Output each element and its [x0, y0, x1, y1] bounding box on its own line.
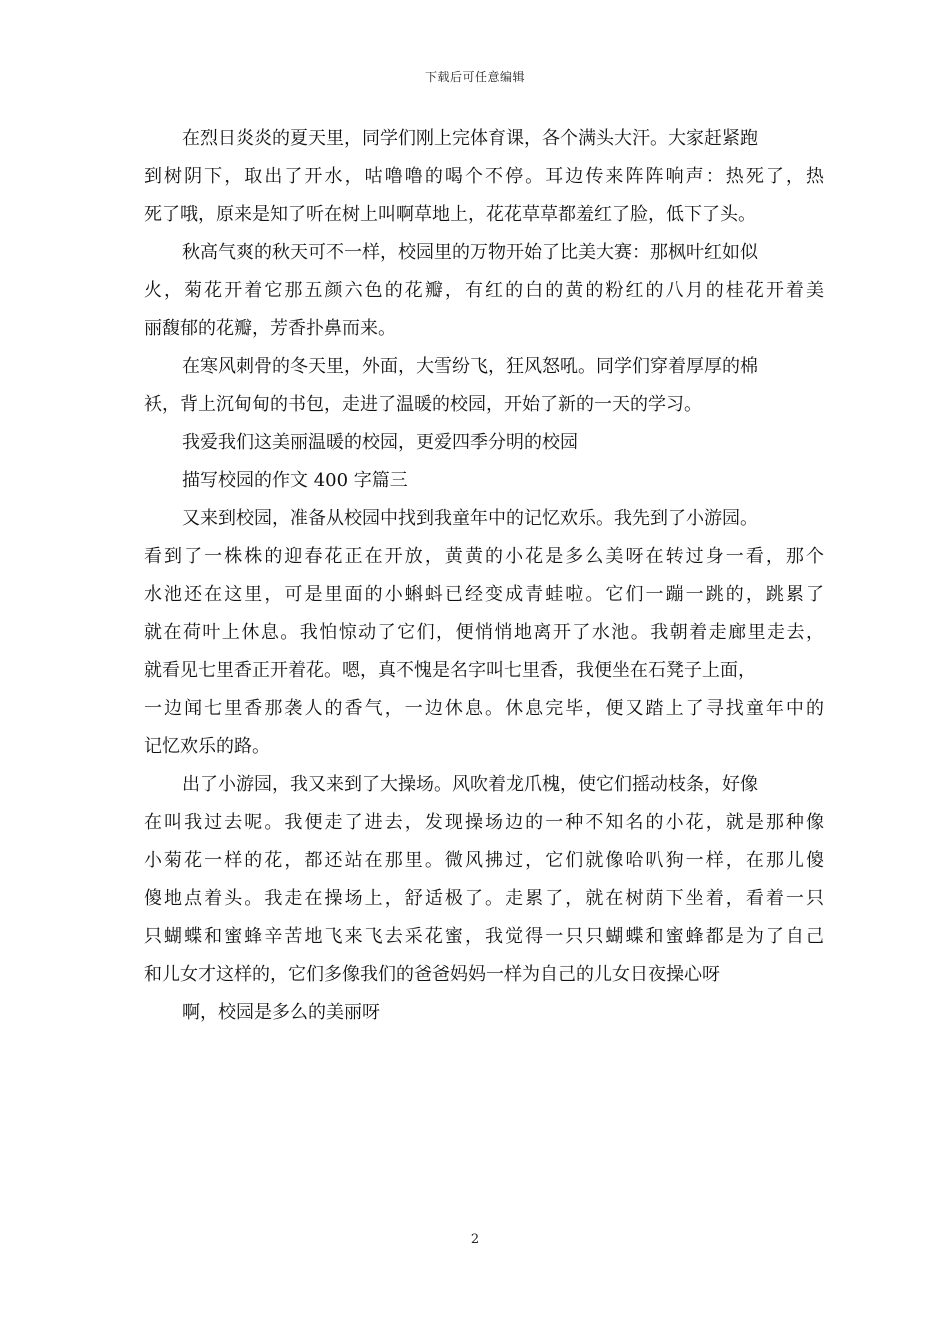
paragraph-winter-line-1: 在寒风刺骨的冬天里，外面，大雪纷飞，狂风怒吼。同学们穿着厚厚的棉 — [182, 356, 758, 377]
paragraph-garden-line-7: 记忆欢乐的路。 — [144, 736, 270, 757]
paragraph-garden-line-4: 就在荷叶上休息。我怕惊动了它们，便悄悄地离开了水池。我朝着走廊里走去， — [144, 622, 824, 643]
paragraph-love-campus: 我爱我们这美丽温暖的校园，更爱四季分明的校园 — [182, 432, 578, 453]
paragraph-garden-line-6: 一边闻七里香那袭人的香气，一边休息。休息完毕，便又踏上了寻找童年中的 — [144, 698, 824, 719]
paragraph-autumn-line-3: 丽馥郁的花瓣，芳香扑鼻而来。 — [144, 318, 396, 339]
paragraph-playground-line-5: 只蝴蝶和蜜蜂辛苦地飞来飞去采花蜜，我觉得一只只蝴蝶和蜜蜂都是为了自己 — [144, 926, 824, 947]
page-header: 下载后可任意编辑 — [424, 70, 525, 84]
paragraph-playground-line-2: 在叫我过去呢。我便走了进去，发现操场边的一种不知名的小花，就是那种像 — [144, 812, 824, 833]
paragraph-garden-line-5: 就看见七里香正开着花。嗯，真不愧是名字叫七里香，我便坐在石凳子上面， — [144, 660, 756, 681]
paragraph-summer-line-1: 在烈日炎炎的夏天里，同学们刚上完体育课，各个满头大汗。大家赶紧跑 — [182, 128, 758, 149]
paragraph-garden-line-1: 又来到校园，准备从校园中找到我童年中的记忆欢乐。我先到了小游园。 — [182, 508, 758, 529]
paragraph-playground-line-3: 小菊花一样的花，都还站在那里。微风拂过，它们就像哈叭狗一样，在那儿傻 — [144, 850, 824, 871]
paragraph-playground-line-6: 和儿女才这样的，它们多像我们的爸爸妈妈一样为自己的儿女日夜操心呀 — [144, 964, 720, 985]
paragraph-garden-line-2: 看到了一株株的迎春花正在开放，黄黄的小花是多么美呀在转过身一看，那个 — [144, 546, 824, 567]
paragraph-playground-line-4: 傻地点着头。我走在操场上，舒适极了。走累了，就在树荫下坐着，看着一只 — [144, 888, 824, 909]
paragraph-playground-line-1: 出了小游园，我又来到了大操场。风吹着龙爪槐，使它们摇动枝条，好像 — [182, 774, 758, 795]
document-body — [144, 120, 824, 1032]
paragraph-garden-line-3: 水池还在这里，可是里面的小蝌蚪已经变成青蛙啦。它们一蹦一跳的，跳累了 — [144, 584, 824, 605]
paragraph-summer-line-2: 到树阴下，取出了开水，咕噜噜的喝个不停。耳边传来阵阵响声：热死了，热 — [144, 166, 824, 187]
section-heading: 描写校园的作文 400 字篇三 — [182, 470, 408, 491]
paragraph-winter-line-2: 袄，背上沉甸甸的书包，走进了温暖的校园，开始了新的一天的学习。 — [144, 394, 702, 415]
page-number: 2 — [470, 1232, 480, 1247]
paragraph-autumn-line-2: 火，菊花开着它那五颜六色的花瓣，有红的白的黄的粉红的八月的桂花开着美 — [144, 280, 824, 301]
paragraph-closing: 啊，校园是多么的美丽呀 — [182, 1002, 380, 1023]
paragraph-autumn-line-1: 秋高气爽的秋天可不一样，校园里的万物开始了比美大赛：那枫叶红如似 — [182, 242, 758, 263]
paragraph-summer-line-3: 死了哦，原来是知了听在树上叫啊草地上，花花草草都羞红了脸，低下了头。 — [144, 204, 756, 225]
